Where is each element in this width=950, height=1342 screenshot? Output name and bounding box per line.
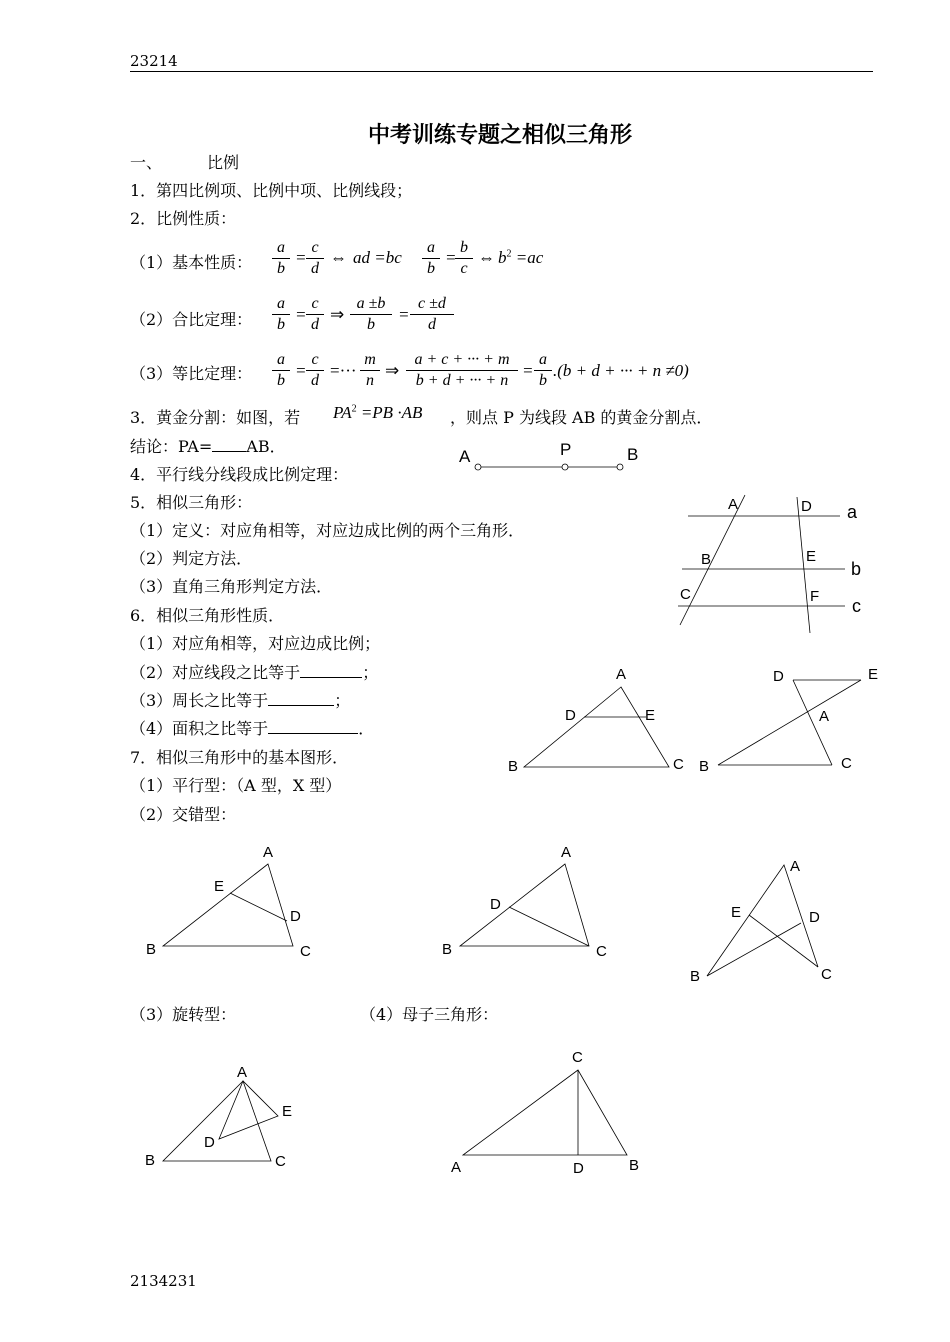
label-C: C bbox=[673, 756, 684, 773]
line-7-1: （1）平行型：（A 型，X 型） bbox=[130, 776, 342, 795]
line-6-2: （2）对应线段之比等于 ； bbox=[130, 663, 379, 682]
line-4: 4．平行线分线段成比例定理： bbox=[130, 465, 349, 484]
label-D: D bbox=[801, 498, 812, 515]
label-E: E bbox=[868, 666, 879, 683]
iff-symbol: ⇔ bbox=[330, 248, 347, 267]
label-C: C bbox=[300, 943, 311, 960]
fraction-a-pm-b: a ±b b bbox=[350, 294, 392, 335]
x-type-figure bbox=[718, 680, 861, 765]
section-label: 比例 bbox=[207, 153, 240, 172]
fraction-sum: a + c + ··· + m b + d + ··· + n bbox=[406, 350, 518, 391]
cross-figure-3 bbox=[707, 865, 818, 976]
label-E: E bbox=[645, 707, 656, 724]
label-C: C bbox=[841, 755, 852, 772]
ad-bc-expression: ad =bc bbox=[353, 248, 402, 267]
property-2-label: （2）合比定理： bbox=[130, 310, 253, 329]
line-7: 7．相似三角形中的基本图形． bbox=[130, 748, 349, 767]
line-1: 1．第四比例项、比例中项、比例线段； bbox=[130, 181, 413, 200]
fraction-a-b: a b bbox=[272, 350, 290, 391]
label-B: B bbox=[701, 551, 712, 568]
label-A: A bbox=[819, 708, 830, 725]
label-c: c bbox=[852, 596, 861, 616]
equals-sign: = bbox=[445, 248, 457, 267]
fraction-a-b-result: a b bbox=[534, 350, 552, 391]
label-B: B bbox=[629, 1157, 640, 1174]
line-2: 2．比例性质： bbox=[130, 209, 237, 228]
implies-symbol: ⇒ bbox=[330, 305, 345, 324]
label-B: B bbox=[508, 758, 519, 775]
equals-sign: = bbox=[295, 248, 307, 267]
footer-doc-id: 2134231 bbox=[130, 1272, 197, 1290]
a-type-figure bbox=[524, 687, 669, 767]
equals-sign: = bbox=[398, 305, 410, 324]
label-D: D bbox=[204, 1134, 215, 1151]
line-3-prefix: 3．黄金分割：如图，若 bbox=[130, 408, 301, 427]
label-C: C bbox=[275, 1153, 286, 1170]
property-3-label: （3）等比定理： bbox=[130, 364, 253, 383]
b-squared-expression: $b^2 =ac$ bbox=[498, 248, 544, 267]
fraction-a-b-2: a b bbox=[422, 238, 440, 279]
label-B: B bbox=[145, 1152, 156, 1169]
fraction-c-d: c d bbox=[306, 350, 324, 391]
label-E: E bbox=[806, 548, 817, 565]
property-1-label: （1）基本性质： bbox=[130, 253, 253, 272]
label-B: B bbox=[690, 968, 701, 985]
label-C: C bbox=[596, 943, 607, 960]
line-6-4: （4）面积之比等于 ． bbox=[130, 719, 375, 738]
label-B: B bbox=[699, 758, 710, 775]
label-B: B bbox=[146, 941, 157, 958]
label-D: D bbox=[773, 668, 784, 685]
label-F: F bbox=[810, 588, 820, 605]
label-E: E bbox=[731, 904, 742, 921]
label-A: A bbox=[616, 666, 627, 683]
line-7-4: （4）母子三角形： bbox=[360, 1005, 499, 1024]
line-5-2: （2）判定方法． bbox=[130, 549, 253, 568]
label-P: P bbox=[560, 440, 572, 459]
cross-figure-1 bbox=[163, 864, 293, 946]
header-doc-id: 23214 bbox=[130, 52, 178, 70]
label-b: b bbox=[851, 559, 862, 579]
golden-formula: $PA^2 =PB \cdot AB$ bbox=[333, 403, 423, 422]
label-A: A bbox=[263, 844, 274, 861]
label-B: B bbox=[627, 445, 639, 464]
label-A: A bbox=[790, 858, 801, 875]
fraction-a-b: a b bbox=[272, 238, 290, 279]
label-A: A bbox=[728, 496, 739, 513]
line-6: 6．相似三角形性质． bbox=[130, 606, 285, 625]
line-6-3: （3）周长之比等于 ； bbox=[130, 691, 351, 710]
golden-segment-figure bbox=[475, 464, 623, 470]
line-5-1: （1）定义：对应角相等，对应边成比例的两个三角形． bbox=[130, 521, 525, 540]
label-A: A bbox=[459, 447, 471, 466]
line-3-suffix: ，则点 P 为线段 AB 的黄金分割点． bbox=[450, 408, 713, 427]
label-C: C bbox=[680, 586, 691, 603]
label-A: A bbox=[451, 1159, 462, 1176]
section-number: 一、 bbox=[130, 153, 163, 172]
line-6-1: （1）对应角相等，对应边成比例； bbox=[130, 634, 381, 653]
line-7-3: （3）旋转型： bbox=[130, 1005, 237, 1024]
equals-sign: = bbox=[295, 361, 307, 380]
fraction-c-d: c d bbox=[306, 238, 324, 279]
condition-expression: .(b + d + ··· + n ≠0) bbox=[553, 361, 689, 380]
mother-son-figure bbox=[463, 1070, 627, 1155]
fraction-a-b: a b bbox=[272, 294, 290, 335]
line-5: 5．相似三角形： bbox=[130, 493, 253, 512]
equals-sign: = bbox=[295, 305, 307, 324]
label-C: C bbox=[572, 1049, 583, 1066]
fraction-m-n: m n bbox=[360, 350, 380, 391]
fraction-c-d: c d bbox=[306, 294, 324, 335]
label-a: a bbox=[847, 502, 858, 522]
implies-symbol: ⇒ bbox=[385, 361, 400, 380]
label-A: A bbox=[237, 1064, 248, 1081]
label-D: D bbox=[290, 908, 301, 925]
label-E: E bbox=[282, 1103, 293, 1120]
equals-sign: = bbox=[522, 361, 534, 380]
label-A: A bbox=[561, 844, 572, 861]
label-C: C bbox=[821, 966, 832, 983]
ellipsis-equals: =··· bbox=[330, 361, 357, 380]
fraction-b-c: b c bbox=[455, 238, 473, 279]
line-5-3: （3）直角三角形判定方法． bbox=[130, 577, 333, 596]
label-D: D bbox=[565, 707, 576, 724]
label-D: D bbox=[573, 1160, 584, 1177]
label-D: D bbox=[809, 909, 820, 926]
label-D: D bbox=[490, 896, 501, 913]
iff-symbol: ⇔ bbox=[478, 248, 495, 267]
rotation-figure bbox=[163, 1081, 278, 1161]
page-title: 中考训练专题之相似三角形 bbox=[367, 122, 632, 148]
line-7-2: （2）交错型： bbox=[130, 805, 237, 824]
label-B: B bbox=[442, 941, 453, 958]
label-E: E bbox=[214, 878, 225, 895]
fraction-c-pm-d: c ±d d bbox=[410, 294, 454, 335]
cross-figure-2 bbox=[460, 864, 589, 946]
conclusion: 结论：PA= AB． bbox=[130, 437, 286, 456]
